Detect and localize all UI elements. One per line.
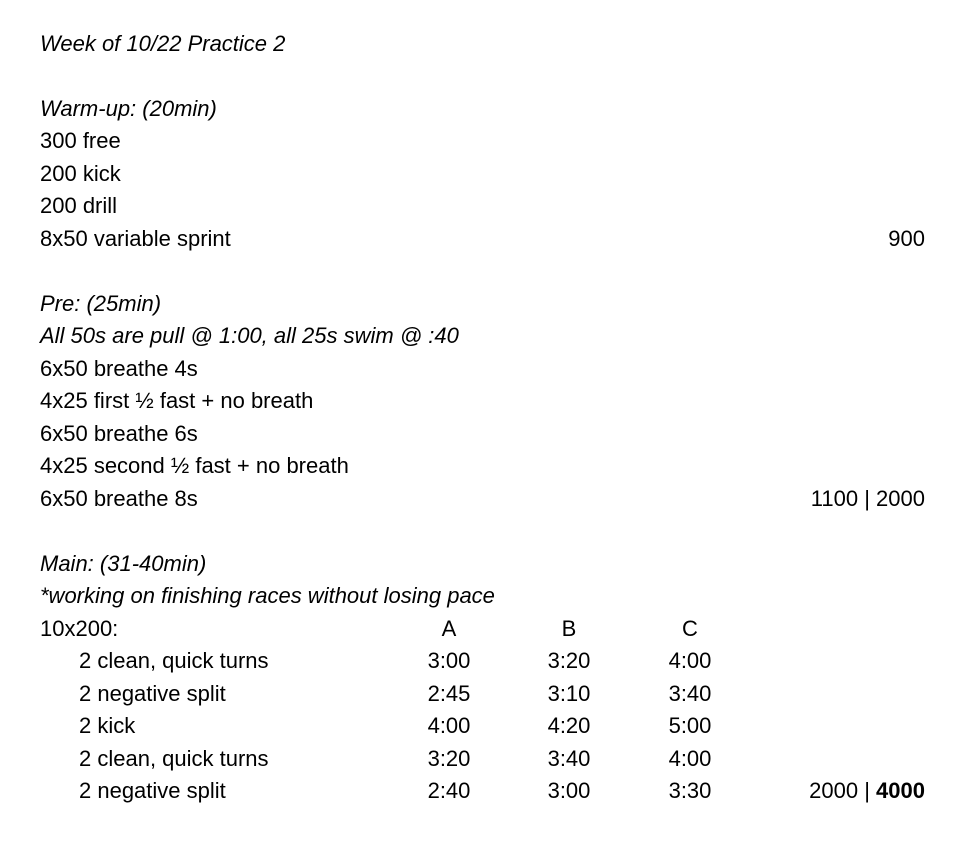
interval-c: 3:40 (668, 681, 712, 706)
main-row-label: 2 negative split (79, 681, 226, 706)
interval-b: 3:40 (547, 746, 591, 771)
interval-c: 4:00 (668, 648, 712, 673)
warmup-item: 8x50 variable sprint (40, 226, 231, 251)
main-set-total: 2000 | (809, 778, 877, 803)
main-row-label: 2 clean, quick turns (79, 648, 269, 673)
document-title: Week of 10/22 Practice 2 (40, 31, 286, 56)
warmup-heading: Warm-up: (20min) (40, 96, 217, 121)
warmup-item: 300 free (40, 128, 121, 153)
column-header-b: B (561, 616, 577, 641)
interval-b: 3:10 (547, 681, 591, 706)
interval-c: 4:00 (668, 746, 712, 771)
pre-item: 6x50 breathe 6s (40, 421, 198, 446)
main-row (40, 710, 925, 742)
pre-item: 6x50 breathe 8s (40, 486, 198, 511)
main-row-label: 2 negative split (79, 778, 226, 803)
interval-b: 3:00 (547, 778, 591, 803)
interval-a: 2:45 (427, 681, 471, 706)
main-set-header (40, 613, 925, 645)
interval-b: 3:20 (547, 648, 591, 673)
column-header-a: A (441, 616, 457, 641)
interval-b: 4:20 (547, 713, 591, 738)
pre-item: 4x25 second ½ fast + no breath (40, 453, 349, 478)
pre-item: 6x50 breathe 4s (40, 356, 198, 381)
practice-document (40, 0, 925, 855)
main-note: *working on finishing races without losing pace (40, 583, 495, 608)
main-row (40, 678, 925, 710)
interval-c: 3:30 (668, 778, 712, 803)
main-row (40, 743, 925, 775)
warmup-item: 200 kick (40, 161, 121, 186)
main-set-label: 10x200: (40, 616, 119, 641)
interval-a: 3:20 (427, 746, 471, 771)
warmup-total: 900 (888, 226, 925, 251)
main-row (40, 775, 925, 807)
pre-item: 4x25 first ½ fast + no breath (40, 388, 314, 413)
interval-a: 3:00 (427, 648, 471, 673)
main-row-label: 2 clean, quick turns (79, 746, 269, 771)
main-row (40, 645, 925, 677)
main-heading: Main: (31-40min) (40, 551, 207, 576)
warmup-item: 200 drill (40, 193, 118, 218)
main-total (809, 775, 925, 807)
pre-item-row (40, 483, 925, 515)
pre-note: All 50s are pull @ 1:00, all 25s swim @ :40 (40, 323, 459, 348)
pre-total: 1100 | 2000 (810, 486, 925, 511)
interval-c: 5:00 (668, 713, 712, 738)
interval-a: 4:00 (427, 713, 471, 738)
main-row-label: 2 kick (79, 713, 136, 738)
interval-a: 2:40 (427, 778, 471, 803)
column-header-c: C (682, 616, 698, 641)
grand-total: 4000 (876, 778, 925, 803)
pre-heading: Pre: (25min) (40, 291, 162, 316)
warmup-item-row (40, 223, 925, 255)
